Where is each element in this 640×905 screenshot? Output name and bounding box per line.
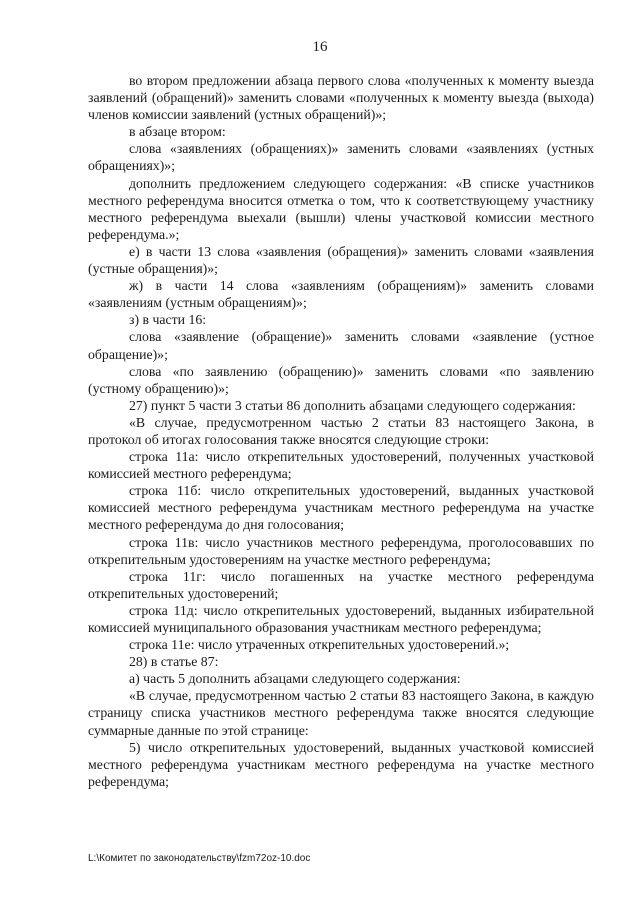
paragraph: строка 11б: число открепительных удостоверений, выданных участковой комиссией местного референдума участникам местного референдума на участке местного референдума до дня голосования;: [88, 483, 594, 533]
paragraph: строка 11д: число открепительных удостоверений, выданных избирательной комиссией муниципального образования участникам местного референдума;: [88, 602, 594, 635]
file-path-footer: L:\Комитет по законодательству\fzm72oz-10.doc: [88, 853, 311, 864]
document-body: [88, 72, 594, 790]
paragraph: слова «заявление (обращение)» заменить словами «заявление (устное обращение)»;: [88, 329, 594, 362]
paragraph: во втором предложении абзаца первого слова «полученных к моменту выезда заявлений (обращений)» заменить словами «полученных к моменту выезда (выхода) членов комиссии заявлений (устных обращений)»;: [88, 73, 594, 123]
paragraph: 27) пункт 5 части 3 статьи 86 дополнить абзацами следующего содержания:: [129, 397, 576, 413]
paragraph: «В случае, предусмотренном частью 2 статьи 83 настоящего Закона, в каждую страницу списка участников местного референдума также вносятся следующие суммарные данные по этой странице:: [88, 688, 594, 738]
paragraph: «В случае, предусмотренном частью 2 статьи 83 настоящего Закона, в протокол об итогах голосования также вносятся следующие строки:: [88, 414, 594, 447]
paragraph: слова «заявлениях (обращениях)» заменить словами «заявлениях (устных обращениях)»;: [88, 141, 594, 174]
paragraph: строка 11а: число открепительных удостоверений, полученных участковой комиссией местного референдума;: [88, 449, 594, 482]
paragraph: в абзаце втором:: [129, 124, 226, 140]
paragraph: з) в части 16:: [129, 312, 207, 328]
paragraph: строка 11е: число утраченных открепительных удостоверений.»;: [129, 637, 510, 653]
paragraph: строка 11в: число участников местного референдума, проголосовавших по открепительным удостоверениям на участке местного референдума;: [88, 534, 594, 567]
paragraph: 28) в статье 87:: [129, 654, 219, 670]
paragraph: а) часть 5 дополнить абзацами следующего содержания:: [129, 671, 461, 687]
paragraph: строка 11г: число погашенных на участке местного референдума открепительных удостоверений;: [88, 568, 594, 601]
paragraph: 5) число открепительных удостоверений, выданных участковой комиссией местного референдума участникам местного референдума на участке местного референдума;: [88, 739, 594, 789]
paragraph: е) в части 13 слова «заявления (обращения)» заменить словами «заявления (устные обращения)»;: [88, 243, 594, 277]
paragraph: слова «по заявлению (обращению)» заменить словами «по заявлению (устному обращению)»;: [88, 363, 594, 396]
paragraph: дополнить предложением следующего содержания: «В списке участников местного референдума вносится отметка о том, что к соответствующему участнику местного референдума выехали (вышли) члены участковой комиссии местного референдума.»;: [88, 175, 594, 242]
paragraph: ж) в части 14 слова «заявлениям (обращениям)» заменить словами «заявлениям (устным обращениям)»;: [88, 278, 594, 311]
page-number: 16: [312, 39, 328, 55]
